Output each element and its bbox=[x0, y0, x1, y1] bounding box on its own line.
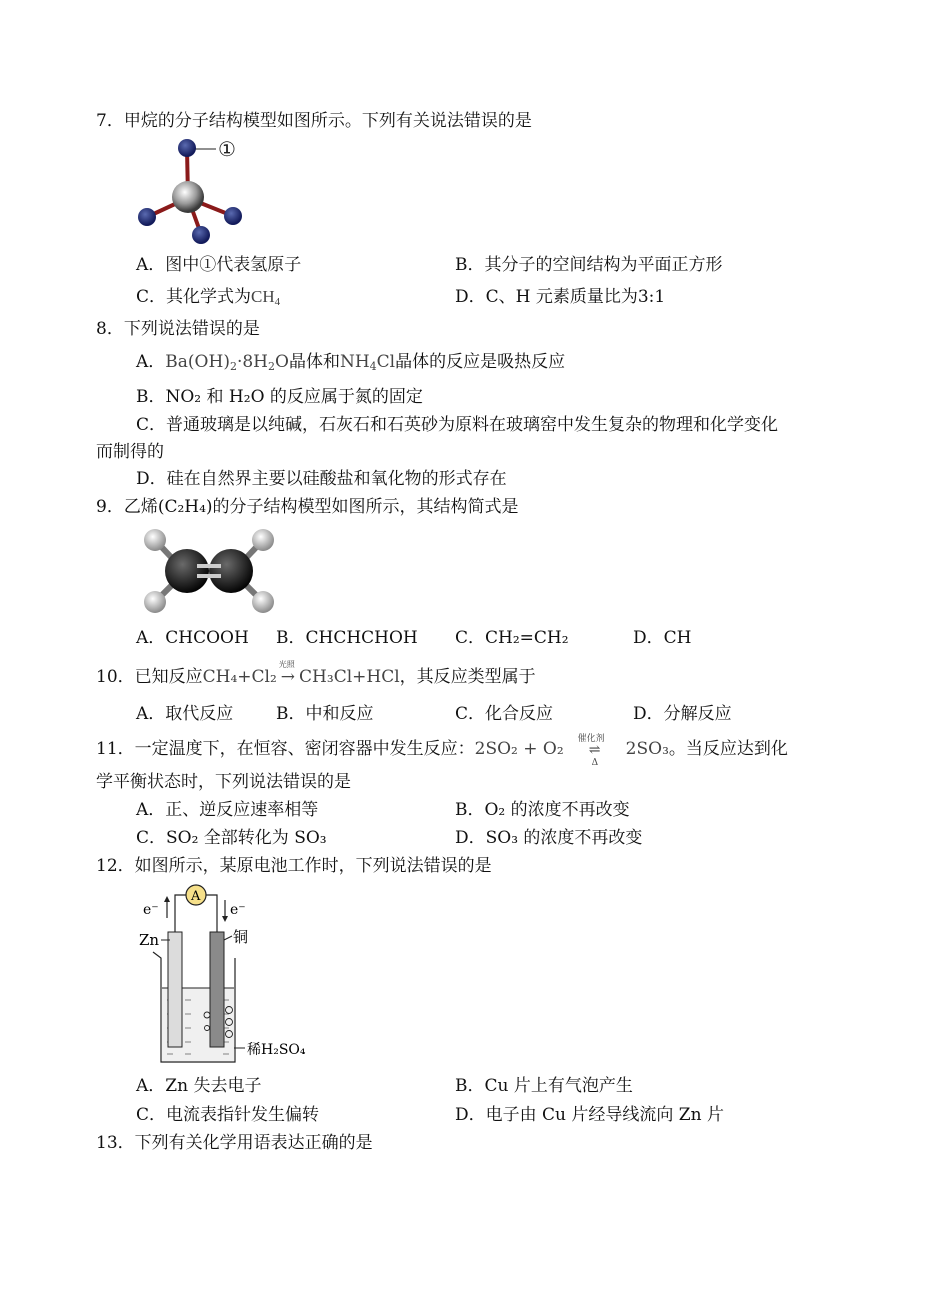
q11-equation bbox=[474, 734, 669, 768]
q8-stem: 8．下列说法错误的是 bbox=[96, 319, 260, 339]
q11-eq-arrows: 催化剂 ⇌ Δ bbox=[564, 738, 626, 761]
q8-h2o-sub: 2 bbox=[268, 360, 276, 373]
q10-eq-condition: 光照 bbox=[278, 660, 295, 669]
q11-stem-line2: 学平衡状态时，下列说法错误的是 bbox=[96, 772, 351, 792]
q10-eq-arrow: → bbox=[280, 667, 296, 687]
copper-label: 铜 bbox=[233, 928, 249, 946]
q8-ba: Ba bbox=[165, 352, 188, 372]
q8-oh: (OH) bbox=[187, 352, 230, 372]
ethylene-c-2 bbox=[209, 549, 253, 593]
q11-eq-right: 2SO₃ bbox=[625, 739, 669, 759]
galvanic-cell-figure bbox=[135, 880, 335, 1070]
acid-label: 稀H₂SO₄ bbox=[247, 1042, 306, 1058]
q9-option-a: A．CHCOOH bbox=[136, 628, 249, 648]
zinc-electrode bbox=[168, 932, 182, 1047]
q11-stem-suffix: 。当反应达到化 bbox=[668, 739, 788, 759]
q10-stem-suffix: ，其反应类型属于 bbox=[399, 667, 536, 687]
q7-option-d: D．C、H 元素质量比为3:1 bbox=[455, 287, 666, 307]
q11-stem-line1 bbox=[96, 734, 788, 768]
q8-option-a bbox=[136, 351, 565, 378]
q7-option-c-text: C．其化学式为 bbox=[136, 287, 252, 307]
q10-stem-prefix: 10．已知反应 bbox=[96, 667, 203, 687]
q10-eq-right: CH₃Cl+HCl bbox=[299, 667, 400, 687]
q10-equation bbox=[202, 660, 400, 687]
q8-oh-sub: 2 bbox=[229, 360, 237, 373]
label-circled-1: ① bbox=[218, 137, 236, 161]
q8-o: O bbox=[275, 352, 289, 372]
q7-option-b: B．其分子的空间结构为平面正方形 bbox=[455, 255, 723, 275]
q11-eq-heat: Δ bbox=[591, 758, 599, 768]
ethylene-h-3 bbox=[252, 529, 274, 551]
q8-formula-nh4cl bbox=[340, 352, 395, 372]
hydrogen-atom-1 bbox=[178, 139, 196, 157]
copper-electrode bbox=[210, 932, 224, 1047]
ammeter-label: A bbox=[191, 889, 201, 904]
q10-eq-left: CH₄+Cl₂ bbox=[202, 667, 277, 687]
q12-option-d: D．电子由 Cu 片经导线流向 Zn 片 bbox=[455, 1105, 724, 1125]
q11-option-d: D．SO₃ 的浓度不再改变 bbox=[455, 828, 643, 848]
q7-formula-sub: 4 bbox=[274, 296, 281, 308]
q7-formula-ch: CH bbox=[251, 287, 275, 306]
q8-formula-ba bbox=[165, 352, 289, 372]
q11-option-b: B．O₂ 的浓度不再改变 bbox=[455, 800, 630, 820]
q8-nh-sub: 4 bbox=[369, 360, 377, 373]
q7-formula bbox=[251, 287, 280, 306]
ethylene-h-4 bbox=[252, 591, 274, 613]
q12-option-c: C．电流表指针发生偏转 bbox=[136, 1105, 320, 1125]
q8-option-a-mid: 晶体和 bbox=[288, 352, 340, 372]
q9-option-d: D．CH bbox=[633, 628, 692, 648]
q10-stem bbox=[96, 660, 536, 688]
q8-option-c-line2: 而制得的 bbox=[96, 442, 164, 462]
ethylene-model-figure bbox=[135, 524, 283, 619]
electron-label-left: e⁻ bbox=[143, 902, 159, 918]
q12-stem: 12．如图所示，某原电池工作时，下列说法错误的是 bbox=[96, 856, 492, 876]
q8-nh: NH bbox=[339, 352, 370, 372]
q7-stem: 7．甲烷的分子结构模型如图所示。下列有关说法错误的是 bbox=[96, 111, 532, 131]
q9-option-b: B．CHCHCHOH bbox=[276, 628, 418, 648]
q8-8h: 8H bbox=[242, 352, 269, 372]
q8-option-b: B．NO₂ 和 H₂O 的反应属于氮的固定 bbox=[136, 387, 423, 407]
q12-option-a: A．Zn 失去电子 bbox=[136, 1076, 262, 1096]
q9-stem: 9．乙烯(C₂H₄)的分子结构模型如图所示，其结构简式是 bbox=[96, 497, 519, 517]
methane-model-figure bbox=[130, 134, 260, 249]
q7-option-a: A．图中①代表氢原子 bbox=[136, 255, 302, 275]
q7-option-c bbox=[136, 286, 280, 313]
q11-eq-catalyst: 催化剂 bbox=[577, 734, 605, 744]
q12-option-b: B．Cu 片上有气泡产生 bbox=[455, 1076, 633, 1096]
q10-option-c: C．化合反应 bbox=[455, 704, 554, 724]
q8-option-a-label: A． bbox=[136, 352, 166, 372]
ethylene-h-2 bbox=[144, 591, 166, 613]
q8-dot: · bbox=[236, 352, 243, 372]
electron-label-right: e⁻ bbox=[230, 902, 246, 918]
q10-option-b: B．中和反应 bbox=[276, 704, 374, 724]
zinc-label: Zn bbox=[139, 931, 160, 949]
hydrogen-atom-4 bbox=[192, 226, 210, 244]
q8-cl: Cl bbox=[376, 352, 396, 372]
q11-option-a: A．正、逆反应速率相等 bbox=[136, 800, 319, 820]
q11-eq-left: 2SO₂ + O₂ bbox=[474, 739, 564, 759]
q11-option-c: C．SO₂ 全部转化为 SO₃ bbox=[136, 828, 327, 848]
q10-option-a: A．取代反应 bbox=[136, 704, 234, 724]
q13-stem: 13．下列有关化学用语表达正确的是 bbox=[96, 1133, 373, 1153]
q9-option-c: C．CH₂=CH₂ bbox=[455, 628, 569, 648]
q8-option-c-line1: C．普通玻璃是以纯碱，石灰石和石英砂为原料在玻璃窑中发生复杂的物理和化学变化 bbox=[136, 415, 779, 435]
ethylene-c-1 bbox=[165, 549, 209, 593]
q11-stem-prefix: 11．一定温度下，在恒容、密闭容器中发生反应： bbox=[96, 739, 475, 759]
carbon-atom bbox=[172, 181, 204, 213]
q8-option-a-suffix: 晶体的反应是吸热反应 bbox=[395, 352, 566, 372]
hydrogen-atom-2 bbox=[138, 208, 156, 226]
ethylene-h-1 bbox=[144, 529, 166, 551]
q8-option-d: D．硅在自然界主要以硅酸盐和氧化物的形式存在 bbox=[136, 469, 507, 489]
q10-option-d: D．分解反应 bbox=[633, 704, 732, 724]
hydrogen-atom-3 bbox=[224, 207, 242, 225]
